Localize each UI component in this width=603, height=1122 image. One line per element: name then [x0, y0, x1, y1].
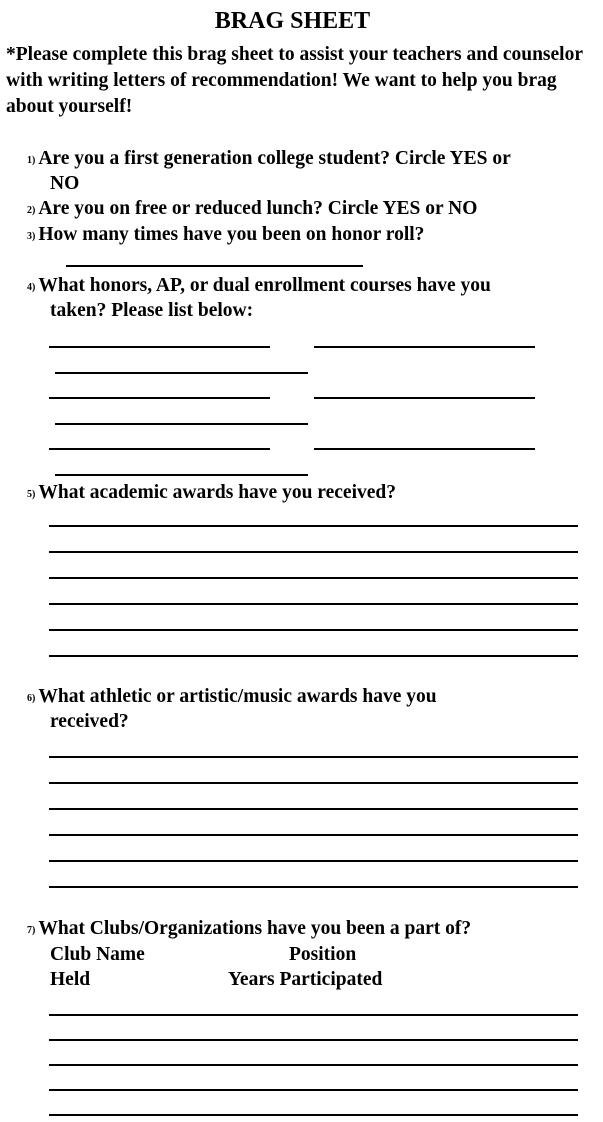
course-line[interactable]	[314, 448, 535, 450]
course-line[interactable]	[314, 346, 535, 348]
academic-awards-line[interactable]	[49, 655, 578, 657]
athletic-awards-line[interactable]	[49, 886, 578, 888]
question-6-text: What athletic or artistic/music awards have you	[38, 686, 437, 707]
course-line[interactable]	[49, 448, 270, 450]
athletic-awards-line[interactable]	[49, 834, 578, 836]
question-3-text: How many times have you been on honor roll?	[38, 224, 425, 245]
club-entry-line[interactable]	[49, 1114, 578, 1116]
athletic-awards-line[interactable]	[49, 756, 578, 758]
academic-awards-line[interactable]	[49, 525, 578, 527]
question-2-number: 2)	[27, 205, 36, 216]
question-7-number: 7)	[27, 925, 36, 936]
club-entry-line[interactable]	[49, 1089, 578, 1091]
academic-awards-line[interactable]	[49, 629, 578, 631]
question-3	[27, 222, 424, 249]
question-5	[27, 480, 396, 507]
question-5-number: 5)	[27, 489, 36, 500]
athletic-awards-line[interactable]	[49, 808, 578, 810]
course-line[interactable]	[55, 423, 308, 425]
course-line[interactable]	[55, 474, 308, 476]
question-5-text: What academic awards have you received?	[38, 482, 396, 503]
course-line[interactable]	[49, 346, 270, 348]
club-name-header: Club Name	[50, 944, 145, 965]
question-4-text: What honors, AP, or dual enrollment courses have you	[38, 275, 491, 296]
academic-awards-line[interactable]	[49, 603, 578, 605]
question-1-text: Are you a first generation college student? Circle YES or	[38, 148, 511, 169]
question-4-continued: taken? Please list below:	[50, 300, 254, 321]
question-7-text: What Clubs/Organizations have you been a part of?	[38, 918, 472, 939]
question-3-number: 3)	[27, 231, 36, 242]
question-1-number: 1)	[27, 155, 36, 166]
course-line[interactable]	[55, 372, 308, 374]
club-entry-line[interactable]	[49, 1039, 578, 1041]
position-header: Position	[289, 944, 357, 965]
question-4-number: 4)	[27, 282, 36, 293]
athletic-awards-line[interactable]	[49, 860, 578, 862]
question-1-continued: NO	[50, 173, 80, 194]
course-line[interactable]	[49, 397, 270, 399]
athletic-awards-line[interactable]	[49, 782, 578, 784]
honor-roll-answer-line[interactable]	[66, 265, 363, 267]
question-7	[27, 916, 471, 943]
club-entry-line[interactable]	[49, 1014, 578, 1016]
question-2-text: Are you on free or reduced lunch? Circle YES or NO	[38, 198, 478, 219]
academic-awards-line[interactable]	[49, 551, 578, 553]
club-entry-line[interactable]	[49, 1064, 578, 1066]
intro-text: *Please complete this brag sheet to assist your teachers and counselor with writing letters of recommendation! We want to help you brag about yourself!	[6, 44, 583, 117]
question-4	[27, 273, 491, 300]
held-header: Held	[50, 969, 91, 990]
question-6-number: 6)	[27, 693, 36, 704]
question-6	[27, 684, 437, 711]
question-1	[27, 146, 511, 173]
question-2	[27, 196, 477, 223]
years-participated-header: Years Participated	[228, 969, 383, 990]
page-title: BRAG SHEET	[214, 8, 371, 34]
academic-awards-line[interactable]	[49, 577, 578, 579]
course-line[interactable]	[314, 397, 535, 399]
question-6-continued: received?	[50, 711, 129, 732]
